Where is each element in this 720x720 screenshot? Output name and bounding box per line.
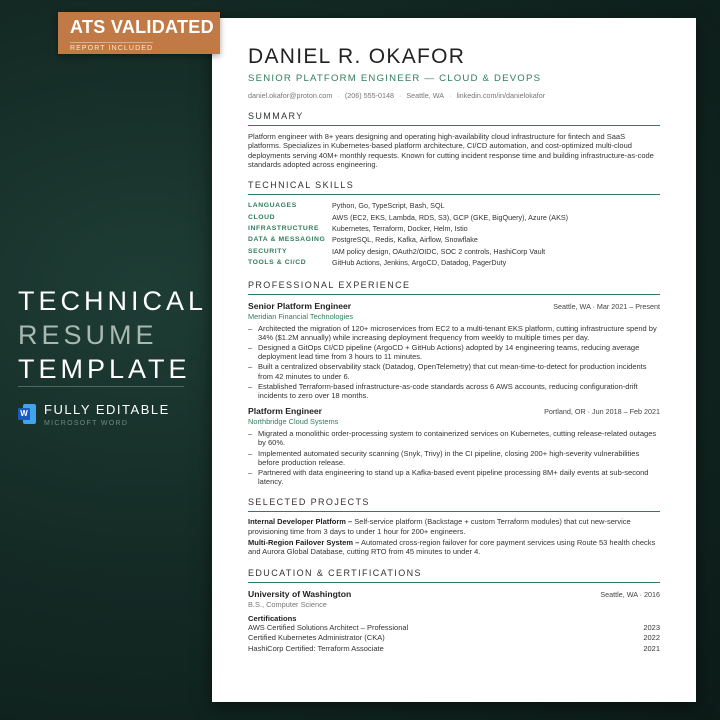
job-company: Northbridge Cloud Systems [248, 417, 339, 427]
word-icon: W [18, 404, 36, 424]
job-meta: Seattle, WA · Mar 2021 – Present [553, 301, 660, 311]
job-title: Senior Platform Engineer [248, 300, 352, 311]
section-heading: TECHNICAL SKILLS [248, 180, 660, 195]
job-company: Meridian Financial Technologies [248, 311, 354, 321]
projects-section [248, 497, 660, 556]
job-bullet: – Architected the migration of 120+ microservices from EC2 to a multi-tenant EKS platform, cutting infrastructure spend by 34% ($1.2M annually) while increasing deployment frequency from weekly to multiple times per day. [248, 324, 660, 342]
title-line-resume: RESUME [18, 320, 158, 350]
skill-key: DATA & MESSAGING [248, 236, 326, 244]
school-meta: Seattle, WA · 2016 [600, 589, 660, 599]
skill-row [248, 200, 660, 211]
feature-title: FULLY EDITABLE [44, 402, 170, 417]
skill-row [248, 257, 660, 268]
degree: B.S., Computer Science [248, 599, 327, 609]
skill-value: Python, Go, TypeScript, Bash, SQL [332, 201, 445, 211]
resume-page [212, 18, 696, 702]
job-title: Platform Engineer [248, 406, 323, 417]
certifications-heading: Certifications [248, 613, 297, 623]
title-line-template: TEMPLATE [18, 354, 191, 384]
cert-year: 2021 [643, 643, 660, 653]
section-heading: PROFESSIONAL EXPERIENCE [248, 280, 660, 295]
product-title [18, 284, 207, 386]
job-entry [248, 406, 660, 486]
contact-line: daniel.okafor@proton.com · (206) 555-0148 · Seattle, WA · linkedin.com/in/danielokafor [248, 91, 546, 100]
project-entry [248, 538, 660, 557]
project-name: Internal Developer Platform – [248, 517, 353, 527]
project-entry [248, 517, 660, 536]
summary-text: Platform engineer with 8+ years designing and operating high-availability cloud infrastructure for fintech and SaaS platforms. Specializes in Kubernetes-based platform architecture, CI/CD automation, and cost-optimized multi-cloud deployments serving 40M+ monthly requests. Known for cutting incident response time and building infrastructure-as-code standards adopted across engineering. [248, 132, 654, 169]
education-entry [248, 589, 660, 609]
job-bullet: – Built a centralized observability stack (Datadog, OpenTelemetry) that cut mean-time-to-detect for production incidents from 42 minutes to under 6. [248, 362, 660, 380]
section-heading: SELECTED PROJECTS [248, 497, 660, 512]
job-bullet: – Migrated a monolithic order-processing system to containerized services on Kubernetes, cutting release-related outages by 60%. [248, 429, 660, 447]
divider [18, 386, 184, 387]
summary-section [248, 111, 660, 169]
cert-name: AWS Certified Solutions Architect – Professional [248, 622, 409, 632]
resume-role: SENIOR PLATFORM ENGINEER — CLOUD & DEVOPS [248, 73, 542, 84]
skill-key: TOOLS & CI/CD [248, 259, 307, 267]
job-bullet: – Designed a GitOps CI/CD pipeline (ArgoCD + GitHub Actions) adopted by 14 engineering teams, reducing average deployment lead time from 3 hours to 11 minutes. [248, 343, 660, 361]
section-heading: EDUCATION & CERTIFICATIONS [248, 568, 660, 583]
skill-value: GitHub Actions, Jenkins, ArgoCD, Datadog, PagerDuty [332, 258, 507, 268]
job-bullet: – Implemented automated security scanning (Snyk, Trivy) in the CI pipeline, closing 200+ high-severity vulnerabilities before production release. [248, 449, 660, 467]
skill-row [248, 234, 660, 245]
section-heading: SUMMARY [248, 111, 660, 126]
skill-value: AWS (EC2, EKS, Lambda, RDS, S3), GCP (GKE, BigQuery), Azure (AKS) [332, 212, 569, 222]
cert-row [248, 644, 660, 655]
cert-year: 2023 [643, 622, 660, 632]
skills-section [248, 180, 660, 268]
skill-key: LANGUAGES [248, 202, 297, 210]
job-meta: Portland, OR · Jun 2018 – Feb 2021 [544, 407, 660, 417]
cert-row [248, 633, 660, 644]
cert-row [248, 623, 660, 634]
skill-row [248, 212, 660, 223]
contact-phone: (206) 555-0148 [344, 91, 394, 100]
skill-value: IAM policy design, OAuth2/OIDC, SOC 2 controls, HashiCorp Vault [332, 246, 546, 256]
skill-row [248, 246, 660, 257]
cert-year: 2022 [643, 633, 660, 643]
job-entry [248, 301, 660, 401]
badge-title: ATS VALIDATED [70, 17, 214, 37]
skill-key: SECURITY [248, 247, 288, 255]
title-line-technical: TECHNICAL [18, 286, 208, 316]
skill-value: PostgreSQL, Redis, Kafka, Airflow, Snowflake [332, 235, 478, 245]
contact-location: Seattle, WA [406, 91, 445, 100]
resume-name: DANIEL R. OKAFOR [248, 45, 466, 68]
contact-email: daniel.okafor@proton.com [248, 91, 333, 100]
contact-linkedin: linkedin.com/in/danielokafor [456, 91, 546, 100]
project-name: Multi-Region Failover System – [248, 538, 360, 548]
project-text: Self-service platform (Backstage + custom Terraform modules) that cut new-service provisioning time from 3 days to under 1 hour for 200+ engineers. [248, 517, 631, 536]
feature-subtitle: MICROSOFT WORD [44, 420, 129, 427]
project-text: Automated cross-region failover for core payment services using Route 53 health checks and Aurora Global Database, cutting RTO from 45 minutes to under 4. [248, 538, 656, 557]
skill-key: INFRASTRUCTURE [248, 225, 320, 232]
job-bullet: – Established Terraform-based infrastructure-as-code standards across 6 AWS accounts, reducing configuration-drift incidents to zero over 18 months. [248, 382, 660, 400]
experience-section [248, 280, 660, 487]
cert-name: HashiCorp Certified: Terraform Associate [248, 643, 384, 653]
feature-editable [18, 402, 170, 427]
ats-validated-badge [58, 12, 220, 54]
skill-row [248, 223, 660, 234]
skill-value: Kubernetes, Terraform, Docker, Helm, Istio [332, 224, 468, 233]
skill-key: CLOUD [248, 213, 276, 221]
cert-name: Certified Kubernetes Administrator (CKA) [248, 633, 385, 643]
school-name: University of Washington [248, 588, 352, 599]
education-section [248, 568, 660, 655]
badge-subtitle: REPORT INCLUDED [70, 42, 153, 52]
job-bullet: – Partnered with data engineering to stand up a Kafka-based event pipeline processing 8M+ daily events at sub-second latency. [248, 468, 660, 486]
